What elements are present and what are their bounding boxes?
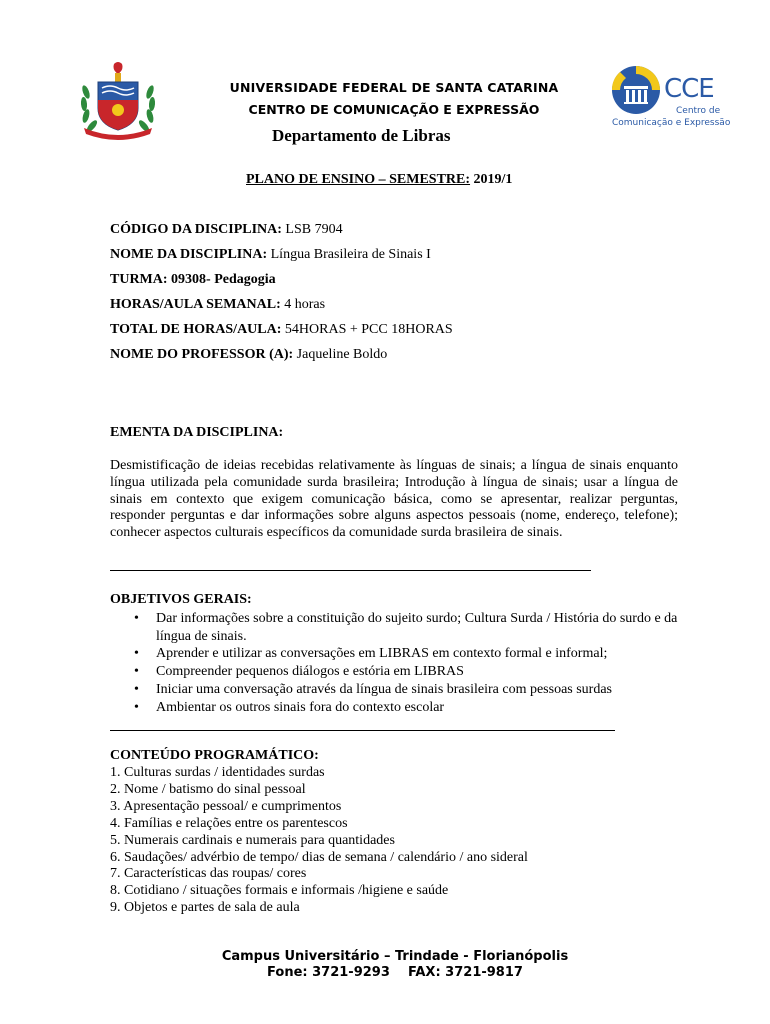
list-item: 4. Famílias e relações entre os parentescos — [110, 815, 348, 831]
plan-semester: 2019/1 — [473, 172, 513, 187]
info-professor — [110, 347, 387, 363]
cce-abbr: CCE — [664, 74, 714, 104]
divider — [110, 730, 615, 731]
plan-title — [246, 172, 512, 188]
cce-logo — [610, 64, 730, 134]
footer-contacts — [180, 965, 610, 980]
cce-line1: Centro de — [676, 106, 721, 116]
divider — [110, 570, 591, 571]
info-total-hours — [110, 322, 453, 338]
info-label: TURMA: — [110, 272, 168, 287]
info-label: NOME DO PROFESSOR (A): — [110, 347, 294, 362]
info-label: NOME DA DISCIPLINA: — [110, 247, 268, 262]
info-class — [110, 272, 276, 288]
objectives-list — [110, 610, 690, 716]
list-item: 5. Numerais cardinais e numerais para quantidades — [110, 832, 395, 848]
info-value: Jaqueline Boldo — [296, 347, 388, 362]
info-label: TOTAL DE HORAS/AULA: — [110, 322, 282, 337]
footer-campus: Campus Universitário – Trindade - Florianópolis — [221, 949, 569, 964]
info-course-name — [110, 247, 431, 263]
cce-line2: Comunicação e Expressão — [612, 118, 731, 128]
info-value: LSB 7904 — [285, 222, 343, 237]
cce-emblem-icon — [610, 64, 662, 116]
ufsc-seal-logo — [78, 62, 158, 140]
info-label: CÓDIGO DA DISCIPLINA: — [110, 222, 282, 237]
list-item: • Aprender e utilizar as conversações em LIBRAS em contexto formal e informal; — [110, 645, 690, 663]
list-item: 6. Saudações/ advérbio de tempo/ dias de semana / calendário / ano sideral — [110, 849, 528, 865]
info-value: 54HORAS + PCC 18HORAS — [284, 322, 453, 337]
list-item: • Ambientar os outros sinais fora do contexto escolar — [110, 699, 690, 717]
content-heading: CONTEÚDO PROGRAMÁTICO: — [110, 748, 319, 763]
center-name: CENTRO DE COMUNICAÇÃO E EXPRESSÃO — [248, 102, 540, 117]
info-weekly-hours — [110, 297, 325, 313]
footer-phone: Fone: 3721-9293 — [267, 965, 390, 980]
university-name: UNIVERSIDADE FEDERAL DE SANTA CATARINA — [229, 80, 559, 95]
list-item: 7. Características das roupas/ cores — [110, 866, 307, 882]
info-course-code — [110, 222, 343, 238]
ementa-text: Desmistificação de ideias recebidas relativamente às línguas de sinais; a língua de sinais enquanto língua utilizada pela comunidade surda brasileira; Introdução à língua de sinais; usar a língua de sinais em contexto que exigem comunicação básica, como se apresentar, realizar perguntas, responder perguntas e dar informações sobre alguns aspectos pessoais (nome, endereço, telefone); conhecer aspectos culturais específicos da comunidade surda brasileira de sinais. — [110, 458, 678, 541]
list-item: • Compreender pequenos diálogos e estória em LIBRAS — [110, 663, 690, 681]
info-label: HORAS/AULA SEMANAL: — [110, 297, 281, 312]
list-item: 2. Nome / batismo do sinal pessoal — [110, 781, 306, 797]
list-item: 1. Culturas surdas / identidades surdas — [110, 765, 325, 780]
info-value: Língua Brasileira de Sinais I — [270, 247, 431, 262]
info-value: 4 horas — [284, 297, 326, 312]
objectives-heading: OBJETIVOS GERAIS: — [110, 592, 252, 607]
department-name: Departamento de Libras — [272, 126, 451, 145]
footer-fax: FAX: 3721-9817 — [407, 965, 523, 980]
plan-title-label: PLANO DE ENSINO – SEMESTRE: — [246, 172, 471, 187]
ementa-heading: EMENTA DA DISCIPLINA: — [110, 425, 284, 440]
content-list — [110, 765, 710, 917]
info-value: 09308- Pedagogia — [171, 272, 276, 287]
list-item: • Dar informações sobre a constituição do sujeito surdo; Cultura Surda / História do surdo e da língua de sinais. — [110, 610, 690, 645]
list-item: • Iniciar uma conversação através da língua de sinais brasileira com pessoas surdas — [110, 681, 690, 699]
list-item: 9. Objetos e partes de sala de aula — [110, 900, 300, 916]
list-item: 8. Cotidiano / situações formais e informais /higiene e saúde — [110, 883, 449, 899]
list-item: 3. Apresentação pessoal/ e cumprimentos — [110, 798, 342, 814]
